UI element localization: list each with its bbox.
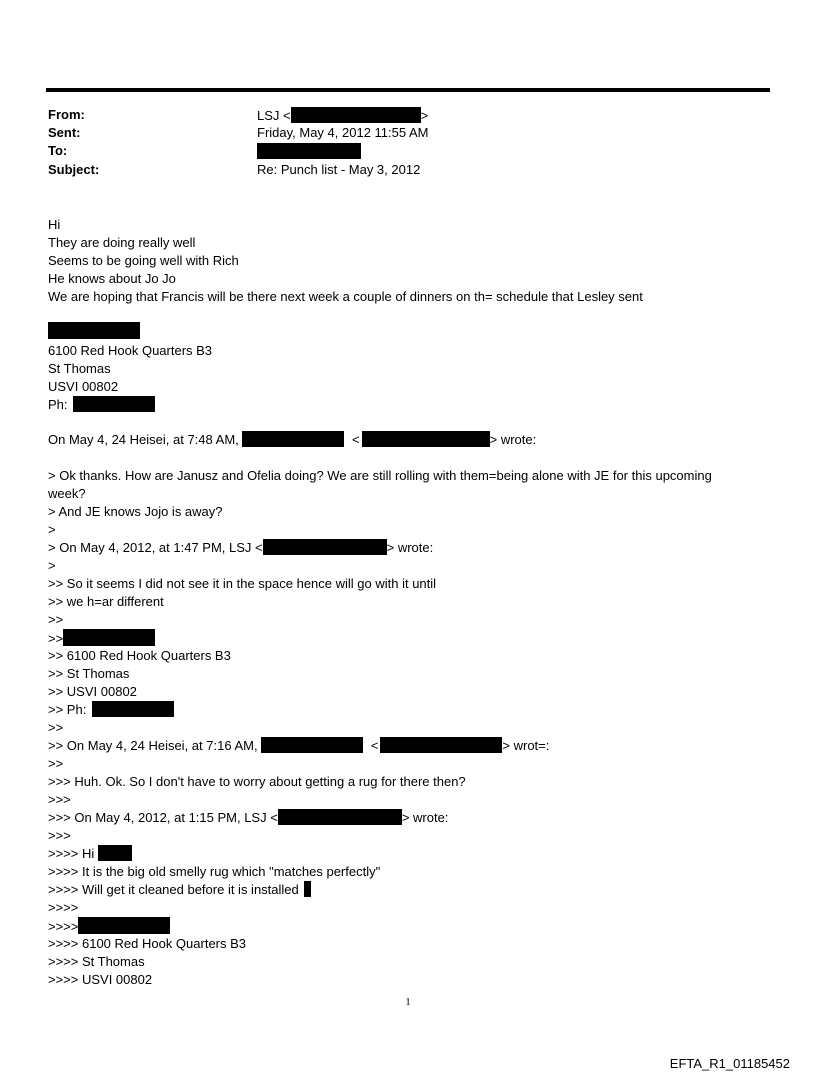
quoted-line: [48, 539, 433, 557]
quote-greeting: >>>> Hi: [48, 846, 95, 861]
from-value: [257, 107, 428, 123]
page-number: 1: [405, 996, 411, 1008]
quoted-line: >> 6100 Red Hook Quarters B3: [48, 648, 231, 663]
redaction-block: [78, 917, 170, 934]
quoted-line: >>>> USVI 00802: [48, 972, 153, 987]
quoted-line: >: [48, 522, 56, 537]
redaction-block: [48, 322, 140, 339]
redaction-block: [92, 701, 174, 717]
redaction-block: [263, 539, 387, 555]
to-value: [257, 143, 361, 159]
quoted-line: >>>>: [48, 900, 79, 915]
quote-header-text: On May 4, 24 Heisei, at 7:48 AM,: [48, 432, 239, 447]
redaction-block: [380, 737, 502, 753]
quoted-line: >>>> St Thomas: [48, 954, 145, 969]
quoted-line: > And JE knows Jojo is away?: [48, 504, 223, 519]
redaction-block: [257, 143, 361, 159]
sent-label: Sent:: [48, 125, 81, 140]
redaction-block: [304, 881, 311, 897]
quoted-line: >> St Thomas: [48, 666, 130, 681]
signature-city: St Thomas: [48, 361, 111, 376]
quote-header-text: > wrote:: [489, 432, 537, 447]
quoted-line: [48, 629, 155, 648]
quoted-line: [48, 881, 311, 899]
quoted-line: >>>> It is the big old smelly rug which "matches perfectly": [48, 864, 381, 879]
quote-header-text: > On May 4, 2012, at 1:47 PM, LSJ <: [48, 540, 263, 555]
quote-header-text: >>> On May 4, 2012, at 1:15 PM, LSJ <: [48, 810, 278, 825]
quoted-line: >>>: [48, 792, 71, 807]
quote-header-text: <: [352, 432, 360, 447]
quote-header-text: > wrot=:: [502, 738, 550, 753]
quoted-line: [48, 845, 132, 863]
quote-header-text: <: [370, 738, 379, 753]
body-line: Hi: [48, 217, 61, 232]
header-rule: [46, 88, 770, 92]
document-id: EFTA_R1_01185452: [669, 1056, 790, 1071]
quoted-line: week?: [48, 486, 86, 501]
signature-address: 6100 Red Hook Quarters B3: [48, 343, 213, 358]
body-line: Seems to be going well with Rich: [48, 253, 239, 268]
redaction-block: [242, 431, 344, 447]
quote-prefix: >>: [48, 631, 64, 646]
from-suffix: >: [420, 108, 429, 123]
quoted-line: [48, 917, 170, 936]
from-prefix: LSJ <: [257, 108, 291, 123]
redaction-block: [63, 629, 155, 646]
phone-label: >> Ph:: [48, 702, 87, 717]
quote-header-text: > wrote:: [386, 540, 434, 555]
sent-value: Friday, May 4, 2012 11:55 AM: [257, 125, 429, 140]
quote-text: >>>> Will get it cleaned before it is installed: [48, 882, 299, 897]
quoted-line: > Ok thanks. How are Janusz and Ofelia doing? We are still rolling with them=being alone with JE for this upcoming: [48, 468, 712, 483]
to-label: To:: [48, 143, 68, 158]
signature-zip: USVI 00802: [48, 379, 119, 394]
quoted-line: >>: [48, 720, 64, 735]
quote-prefix: >>>>: [48, 919, 79, 934]
phone-label: Ph:: [48, 397, 68, 412]
quoted-line: >>>: [48, 828, 71, 843]
subject-label: Subject:: [48, 162, 100, 177]
redaction-block: [73, 396, 155, 412]
quote-header-text: > wrote:: [401, 810, 449, 825]
redaction-block: [261, 737, 363, 753]
redaction-block: [291, 107, 421, 123]
quoted-line: >>: [48, 756, 64, 771]
redaction-block: [98, 845, 132, 861]
body-line: He knows about Jo Jo: [48, 271, 176, 286]
quote-header-text: >> On May 4, 24 Heisei, at 7:16 AM,: [48, 738, 258, 753]
redaction-block: [278, 809, 402, 825]
redaction-block: [362, 431, 490, 447]
quoted-line: >>>> 6100 Red Hook Quarters B3: [48, 936, 247, 951]
quoted-line: >: [48, 558, 56, 573]
quoted-line: >>> Huh. Ok. So I don't have to worry about getting a rug for there then?: [48, 774, 466, 789]
body-line: We are hoping that Francis will be there next week a couple of dinners on th= schedule that Lesley sent: [48, 289, 643, 304]
quoted-line: [48, 701, 174, 719]
signature-name: [48, 322, 140, 341]
quoted-line: >> So it seems I did not see it in the space hence will go with it until: [48, 576, 437, 591]
quoted-line: >>: [48, 612, 64, 627]
quote-header: [48, 431, 536, 449]
subject-value: Re: Punch list - May 3, 2012: [257, 162, 421, 177]
quoted-line: >> USVI 00802: [48, 684, 137, 699]
signature-phone: [48, 396, 155, 414]
quoted-line: [48, 809, 448, 827]
quoted-line: >> we h=ar different: [48, 594, 164, 609]
from-label: From:: [48, 107, 85, 122]
quoted-line: [48, 737, 549, 755]
body-line: They are doing really well: [48, 235, 196, 250]
